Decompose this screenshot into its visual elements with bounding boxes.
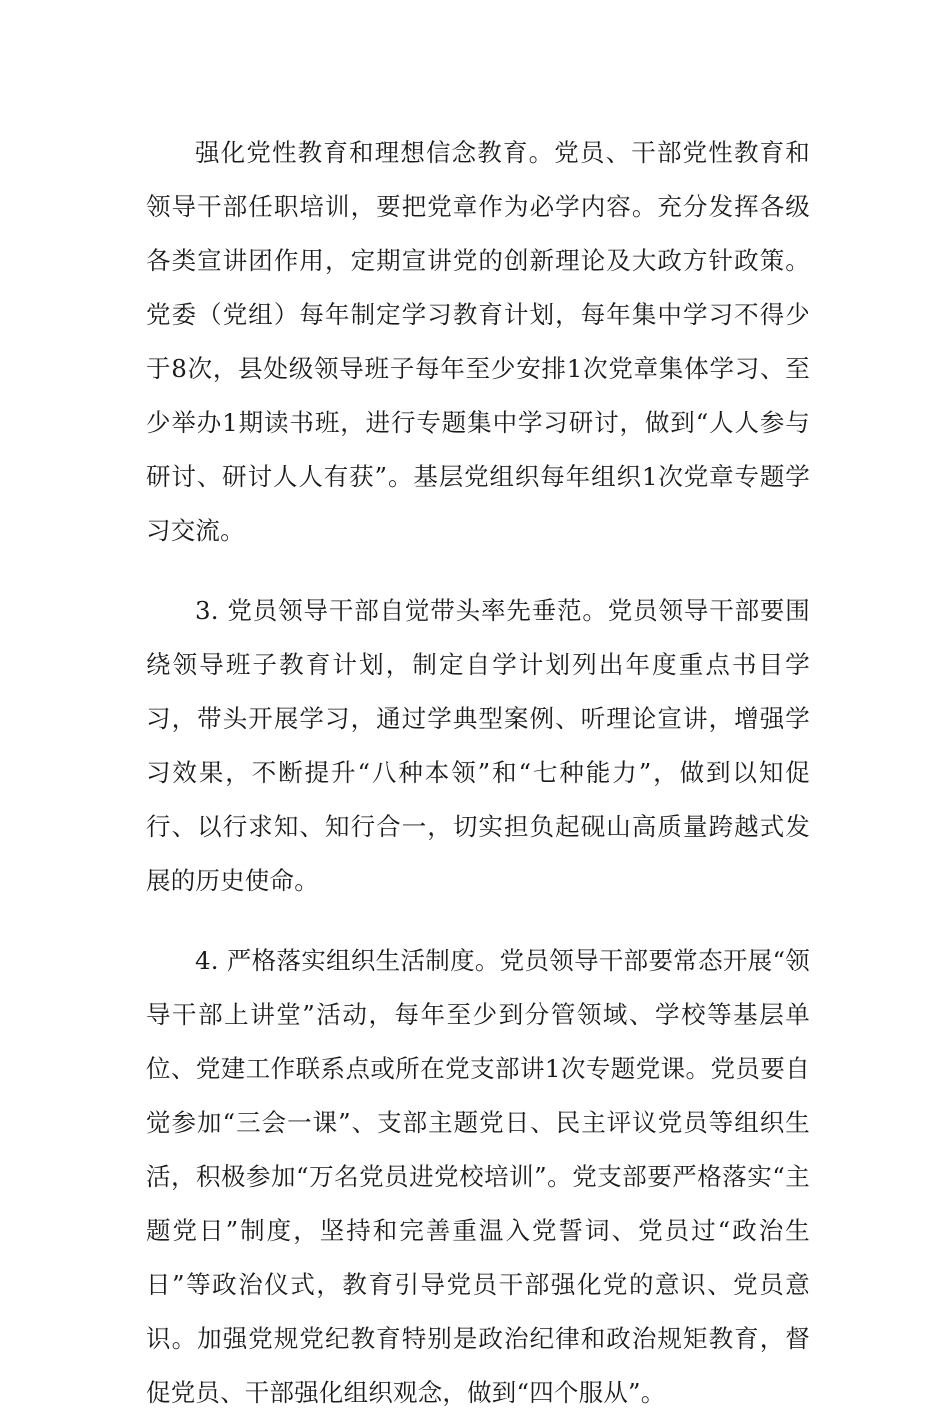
paragraph-organizational-life: 4. 严格落实组织生活制度。党员领导干部要常态开展“领导干部上讲堂”活动，每年至少到分管领域、学校等基层单位、党建工作联系点或所在党支部讲1次专题党课。党员要自觉参加“三会一课”、支部主题党日、民主评议党员等组织生活，积极参加“万名党员进党校培训”。党支部要严格落实“主题党日”制度，坚持和完善重温入党誓词、党员过“政治生日”等政治仪式，教育引导党员干部强化党的意识、党员意识。加强党规党纪教育特别是政治纪律和政治规矩教育，督促党员、干部强化组织观念，做到“四个服从”。 — [146, 946, 810, 1407]
document-body — [146, 126, 810, 1420]
paragraph-leaders-example: 3. 党员领导干部自觉带头率先垂范。党员领导干部要围绕领导班子教育计划，制定自学计划列出年度重点书目学习，带头开展学习，通过学典型案例、听理论宣讲，增强学习效果，不断提升“八种本领”和“七种能力”，做到以知促行、以行求知、知行合一，切实担负起砚山高质量跨越式发展的历史使命。 — [146, 596, 810, 895]
paragraph-party-education: 强化党性教育和理想信念教育。党员、干部党性教育和领导干部任职培训，要把党章作为必学内容。充分发挥各级各类宣讲团作用，定期宣讲党的创新理论及大政方针政策。党委（党组）每年制定学习教育计划，每年集中学习不得少于8次，县处级领导班子每年至少安排1次党章集体学习、至少举办1期读书班，进行专题集中学习研讨，做到“人人参与研讨、研讨人人有获”。基层党组织每年组织1次党章专题学习交流。 — [146, 138, 810, 545]
